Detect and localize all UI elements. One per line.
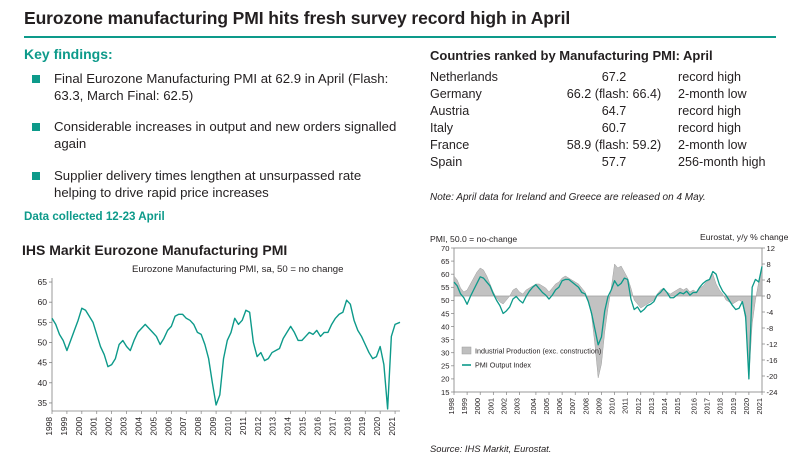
table-row bbox=[430, 153, 778, 170]
svg-text:2016: 2016 bbox=[312, 417, 323, 436]
svg-text:2020: 2020 bbox=[741, 398, 751, 415]
svg-text:70: 70 bbox=[441, 243, 450, 253]
svg-text:-24: -24 bbox=[766, 387, 778, 397]
svg-text:-16: -16 bbox=[766, 355, 778, 365]
table-row bbox=[430, 102, 778, 119]
bullet-square-icon bbox=[32, 172, 40, 180]
key-findings-list bbox=[24, 70, 402, 215]
cell-note: 2-month low bbox=[678, 137, 747, 152]
cell-note: record high bbox=[678, 103, 742, 118]
svg-text:2017: 2017 bbox=[327, 417, 338, 436]
svg-text:2008: 2008 bbox=[581, 398, 591, 415]
svg-text:2014: 2014 bbox=[282, 417, 293, 436]
svg-text:60: 60 bbox=[37, 297, 47, 308]
svg-text:2002: 2002 bbox=[499, 398, 509, 415]
svg-text:12: 12 bbox=[766, 243, 775, 253]
svg-text:2001: 2001 bbox=[486, 398, 496, 415]
svg-text:2009: 2009 bbox=[594, 398, 604, 415]
svg-text:2018: 2018 bbox=[715, 398, 725, 415]
bullet-square-icon bbox=[32, 75, 40, 83]
svg-text:2003: 2003 bbox=[512, 398, 522, 415]
svg-text:2000: 2000 bbox=[473, 398, 483, 415]
svg-text:35: 35 bbox=[441, 335, 450, 345]
svg-text:15: 15 bbox=[441, 387, 450, 397]
cell-country: Netherlands bbox=[430, 69, 498, 84]
country-table-title: Countries ranked by Manufacturing PMI: April bbox=[430, 48, 713, 63]
svg-text:2002: 2002 bbox=[103, 417, 114, 436]
svg-text:2018: 2018 bbox=[342, 417, 353, 436]
svg-text:1998: 1998 bbox=[447, 398, 456, 415]
svg-text:-12: -12 bbox=[766, 339, 778, 349]
svg-text:40: 40 bbox=[37, 377, 47, 388]
svg-text:2006: 2006 bbox=[163, 417, 174, 436]
cell-value: 64.7 bbox=[601, 103, 627, 118]
page-title: Eurozone manufacturing PMI hits fresh survey record high in April bbox=[24, 8, 571, 28]
svg-text:2004: 2004 bbox=[133, 417, 144, 436]
cell-country: Spain bbox=[430, 154, 463, 169]
cell-value: 57.7 bbox=[601, 154, 627, 169]
svg-text:60: 60 bbox=[441, 269, 450, 279]
list-item bbox=[24, 118, 402, 152]
right-chart-svg bbox=[428, 240, 788, 440]
bullet-square-icon bbox=[32, 123, 40, 131]
right-chart-source: Source: IHS Markit, Eurostat. bbox=[430, 443, 552, 454]
svg-text:2010: 2010 bbox=[607, 398, 617, 415]
list-item-text: Considerable increases in output and new orders signalled again bbox=[54, 119, 397, 152]
svg-text:4: 4 bbox=[766, 275, 771, 285]
right-chart bbox=[428, 240, 788, 440]
svg-text:PMI Output Index: PMI Output Index bbox=[475, 360, 531, 370]
svg-text:1998: 1998 bbox=[44, 417, 54, 436]
svg-text:30: 30 bbox=[441, 348, 450, 358]
svg-text:1999: 1999 bbox=[58, 417, 69, 436]
right-chart-left-axis-label: PMI, 50.0 = no-change bbox=[430, 234, 518, 244]
svg-text:35: 35 bbox=[37, 397, 47, 408]
svg-text:0: 0 bbox=[766, 291, 771, 301]
title-divider bbox=[24, 36, 776, 38]
table-row bbox=[430, 136, 778, 153]
svg-text:2009: 2009 bbox=[208, 417, 219, 436]
svg-text:2016: 2016 bbox=[689, 398, 699, 415]
svg-text:2011: 2011 bbox=[620, 398, 630, 414]
svg-text:65: 65 bbox=[441, 256, 450, 266]
list-item bbox=[24, 70, 402, 104]
country-table-footnote: Note: April data for Ireland and Greece are released on 4 May. bbox=[430, 192, 706, 203]
svg-text:65: 65 bbox=[37, 277, 47, 288]
svg-text:-8: -8 bbox=[766, 323, 774, 333]
svg-text:2005: 2005 bbox=[148, 417, 159, 436]
svg-text:2008: 2008 bbox=[193, 417, 204, 436]
svg-text:2021: 2021 bbox=[755, 398, 764, 415]
list-item bbox=[24, 167, 402, 201]
svg-text:2013: 2013 bbox=[646, 398, 656, 415]
svg-text:2000: 2000 bbox=[73, 417, 84, 436]
cell-note: 256-month high bbox=[678, 154, 766, 169]
svg-text:2011: 2011 bbox=[237, 417, 248, 436]
svg-text:25: 25 bbox=[441, 361, 450, 371]
left-chart bbox=[18, 272, 408, 457]
svg-text:55: 55 bbox=[441, 283, 450, 293]
table-row bbox=[430, 85, 778, 102]
cell-value: 58.9 (flash: 59.2) bbox=[566, 137, 662, 152]
svg-text:Industrial Production (exc. co: Industrial Production (exc. construction) bbox=[475, 346, 602, 356]
cell-value: 67.2 bbox=[601, 69, 627, 84]
left-chart-svg bbox=[18, 272, 408, 457]
svg-text:50: 50 bbox=[37, 337, 47, 348]
svg-text:2001: 2001 bbox=[88, 417, 99, 436]
svg-text:2017: 2017 bbox=[702, 398, 712, 415]
svg-text:8: 8 bbox=[766, 259, 771, 269]
svg-text:-20: -20 bbox=[766, 371, 778, 381]
cell-note: record high bbox=[678, 69, 742, 84]
left-chart-subtitle: Eurozone Manufacturing PMI, sa, 50 = no change bbox=[132, 264, 344, 275]
cell-note: 2-month low bbox=[678, 86, 747, 101]
svg-text:2010: 2010 bbox=[222, 417, 233, 436]
cell-country: Austria bbox=[430, 103, 470, 118]
svg-text:40: 40 bbox=[441, 322, 450, 332]
right-chart-right-axis-label: Eurostat, y/y % change bbox=[700, 232, 789, 242]
svg-text:2012: 2012 bbox=[633, 398, 643, 415]
list-item-text: Supplier delivery times lengthen at unsurpassed rate helping to drive rapid price increases bbox=[54, 167, 362, 200]
svg-text:45: 45 bbox=[441, 309, 450, 319]
data-collected-note: Data collected 12-23 April bbox=[24, 210, 165, 223]
svg-text:2021: 2021 bbox=[387, 417, 398, 436]
svg-text:2012: 2012 bbox=[252, 417, 263, 436]
table-row bbox=[430, 119, 778, 136]
cell-country: France bbox=[430, 137, 470, 152]
svg-text:2006: 2006 bbox=[555, 398, 565, 415]
cell-value: 66.2 (flash: 66.4) bbox=[566, 86, 662, 101]
key-findings-heading: Key findings: bbox=[24, 46, 113, 62]
svg-text:50: 50 bbox=[441, 296, 450, 306]
svg-text:2019: 2019 bbox=[357, 417, 368, 436]
svg-text:1999: 1999 bbox=[460, 398, 470, 415]
cell-country: Germany bbox=[430, 86, 482, 101]
left-chart-title: IHS Markit Eurozone Manufacturing PMI bbox=[22, 242, 288, 258]
svg-text:2015: 2015 bbox=[297, 417, 308, 436]
svg-text:2005: 2005 bbox=[542, 398, 552, 415]
svg-text:2003: 2003 bbox=[118, 417, 129, 436]
table-row bbox=[430, 68, 778, 85]
list-item-text: Final Eurozone Manufacturing PMI at 62.9 in April (Flash: 63.3, March Final: 62.5) bbox=[54, 71, 389, 104]
country-pmi-table bbox=[430, 68, 778, 170]
svg-text:20: 20 bbox=[441, 374, 450, 384]
svg-text:2015: 2015 bbox=[673, 398, 683, 415]
svg-text:2014: 2014 bbox=[659, 398, 669, 415]
svg-text:2007: 2007 bbox=[568, 398, 578, 415]
svg-text:2019: 2019 bbox=[728, 398, 738, 415]
svg-text:2013: 2013 bbox=[267, 417, 278, 436]
svg-text:2007: 2007 bbox=[178, 417, 189, 436]
svg-text:45: 45 bbox=[37, 357, 47, 368]
cell-value: 60.7 bbox=[601, 120, 627, 135]
svg-text:2020: 2020 bbox=[372, 417, 383, 436]
cell-country: Italy bbox=[430, 120, 454, 135]
svg-text:-4: -4 bbox=[766, 307, 774, 317]
svg-text:2004: 2004 bbox=[528, 398, 538, 415]
svg-text:55: 55 bbox=[37, 317, 47, 328]
cell-note: record high bbox=[678, 120, 742, 135]
